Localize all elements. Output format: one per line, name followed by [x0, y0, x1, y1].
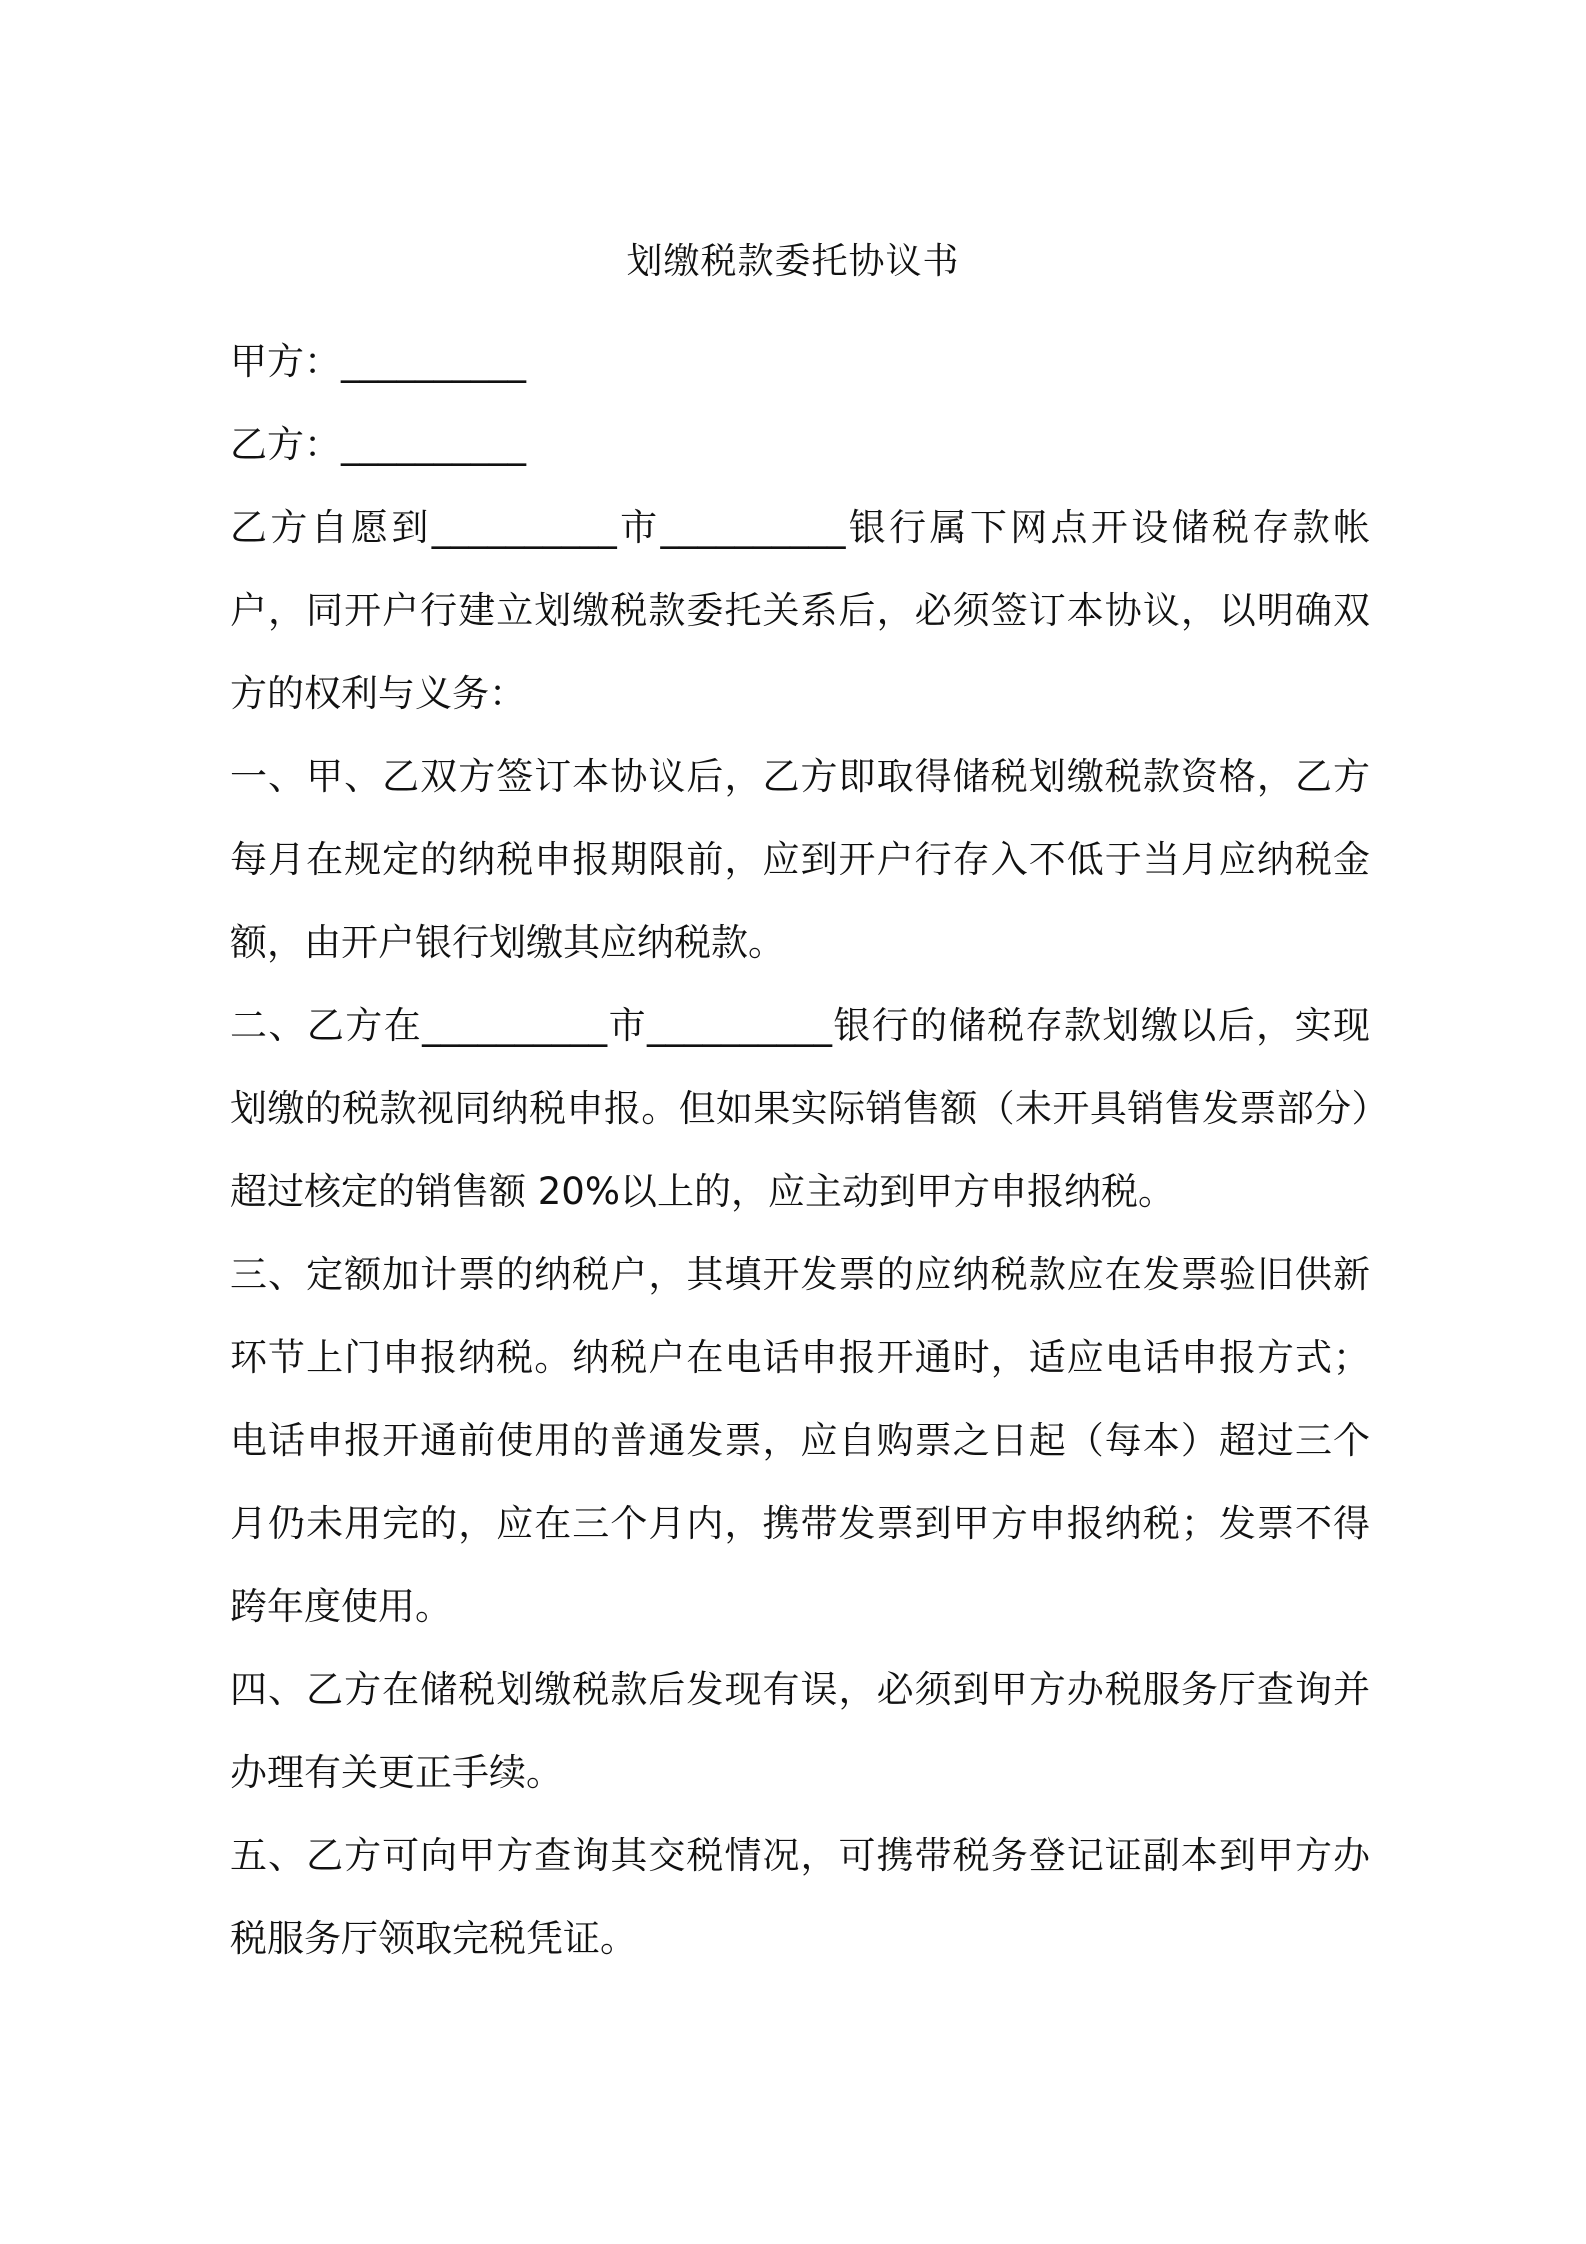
document-title: 划缴税款委托协议书: [626, 241, 960, 282]
preamble-paragraph: 乙方自愿到__________市__________银行属下网点开设储税存款帐户，同开户行建立划缴税款委托关系后，必须签订本协议，以明确双方的权利与义务：: [230, 506, 1370, 715]
clause-5: 五、乙方可向甲方查询其交税情况，可携带税务登记证副本到甲方办税服务厅领取完税凭证。: [230, 1834, 1370, 1960]
party-a-line: 甲方：__________: [230, 340, 526, 383]
party-b-line: 乙方：__________: [230, 423, 526, 466]
clause-1: 一、甲、乙双方签订本协议后，乙方即取得储税划缴税款资格，乙方每月在规定的纳税申报期限前，应到开户行存入不低于当月应纳税金额，由开户银行划缴其应纳税款。: [230, 755, 1370, 964]
clause-3: 三、定额加计票的纳税户，其填开发票的应纳税款应在发票验旧供新环节上门申报纳税。纳税户在电话申报开通时，适应电话申报方式；电话申报开通前使用的普通发票，应自购票之日起（每本）超过三个月仍未用完的，应在三个月内，携带发票到甲方申报纳税；发票不得跨年度使用。: [230, 1253, 1370, 1628]
document-body: [230, 320, 1370, 1980]
clause-2: 二、乙方在__________市__________银行的储税存款划缴以后，实现划缴的税款视同纳税申报。但如果实际销售额（未开具销售发票部分）超过核定的销售额 20%以上的，应主动到甲方申报纳税。: [230, 1004, 1370, 1213]
clause-4: 四、乙方在储税划缴税款后发现有误，必须到甲方办税服务厅查询并办理有关更正手续。: [230, 1668, 1370, 1794]
